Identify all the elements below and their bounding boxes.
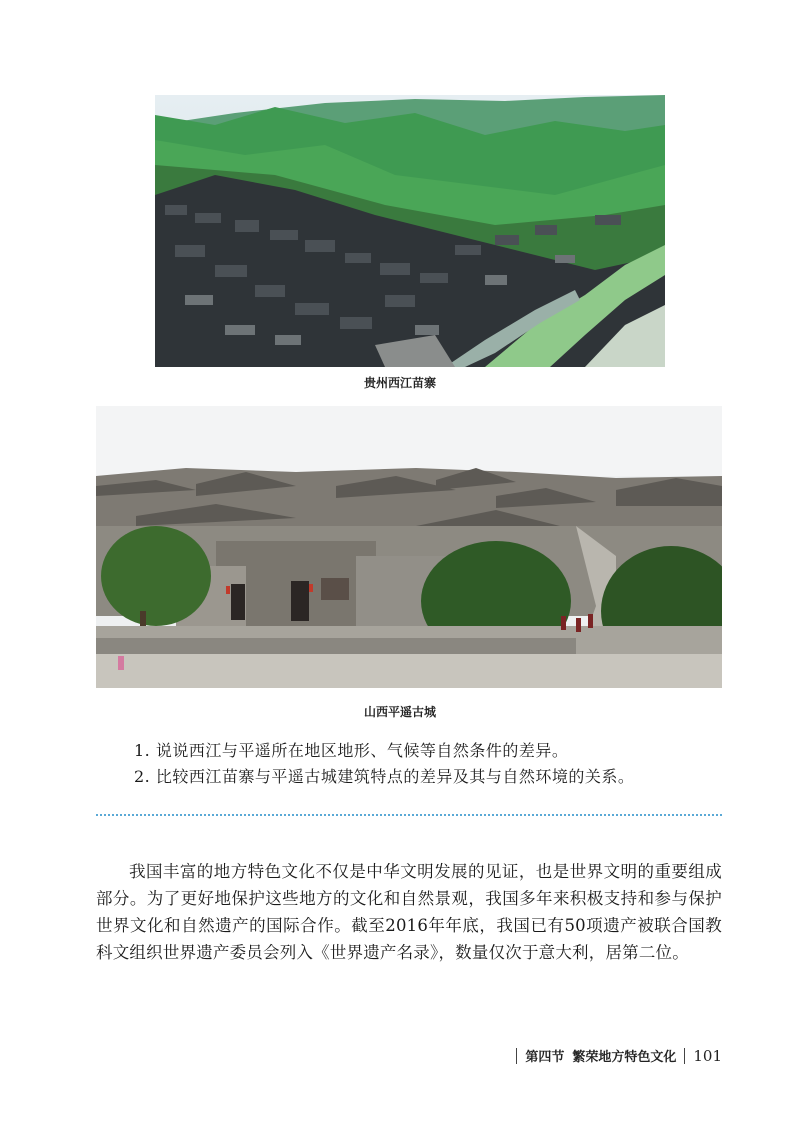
footer-title: 繁荣地方特色文化	[572, 1050, 677, 1065]
body-paragraph	[96, 858, 722, 966]
ancient-town-photo	[96, 406, 722, 688]
figure-caption: 贵州西江苗寨	[363, 376, 436, 390]
question-item: 1. 说说西江与平遥所在地区地形、气候等自然条件的差异。	[134, 741, 569, 760]
activity-questions	[134, 738, 734, 790]
paragraph-text: 我国丰富的地方特色文化不仅是中华文明发展的见证，也是世界文明的重要组成部分。为了更好地保护这些地方的文化和自然景观，我国多年来积极支持和参与保护世界文化和自然遗产的国际合作。截至2016年年底，我国已有50项遗产被联合国教科文组织世界遗产委员会列入《世界遗产名录》，数量仅次于意大利，居第二位。	[96, 862, 722, 962]
figure-caption: 山西平遥古城	[363, 705, 436, 719]
footer-divider	[684, 1048, 685, 1064]
footer-divider	[516, 1048, 517, 1064]
page-footer	[516, 1046, 722, 1065]
hillside-village-photo	[155, 95, 665, 367]
dotted-divider	[96, 814, 722, 816]
question-item: 2. 比较西江苗寨与平遥古城建筑特点的差异及其与自然环境的关系。	[134, 767, 635, 786]
page-number: 101	[693, 1046, 722, 1065]
footer-section: 第四节	[525, 1050, 565, 1065]
